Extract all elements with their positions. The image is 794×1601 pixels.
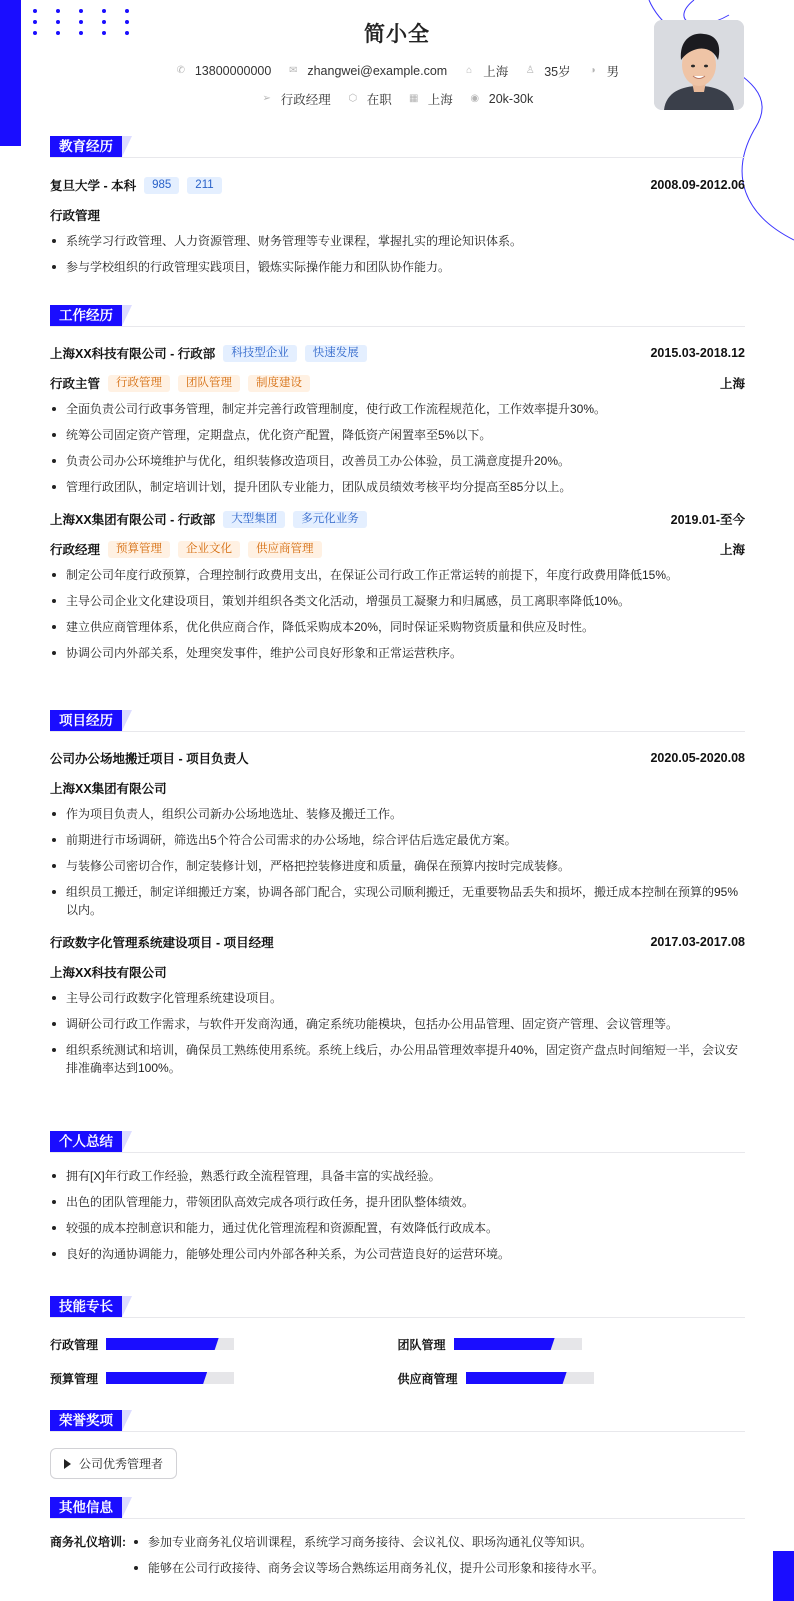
info-item <box>463 62 508 80</box>
section-header <box>50 1296 745 1318</box>
list-item: 能够在公司行政接待、商务会议等场合熟练运用商务礼仪，提升公司形象和接待水平。 <box>132 1559 604 1577</box>
send-icon: ➢ <box>262 93 271 104</box>
role-line <box>50 540 745 558</box>
age-icon: ♙ <box>525 65 535 76</box>
award-chip[interactable] <box>50 1448 177 1479</box>
list-item: 参与学校组织的行政管理实践项目，锻炼实际操作能力和团队协作能力。 <box>50 258 745 276</box>
avatar <box>654 20 744 110</box>
section-title: 工作经历 <box>50 305 122 326</box>
section-title: 其他信息 <box>50 1497 122 1518</box>
skill-bar <box>106 1338 234 1350</box>
skills-section <box>50 1296 745 1385</box>
date-range: 2019.01-至今 <box>670 513 745 527</box>
phone-icon: ✆ <box>176 65 186 76</box>
awards-section <box>50 1410 745 1479</box>
salary-icon: ◉ <box>470 93 480 104</box>
award-label: 公司优秀管理者 <box>79 1457 164 1471</box>
list-item: 参加专业商务礼仪培训课程，系统学习商务接待、会议礼仪、职场沟通礼仪等知识。 <box>132 1533 604 1551</box>
date-range: 2015.03-2018.12 <box>650 346 745 360</box>
skill-item <box>398 1371 746 1385</box>
skill-bar-fill <box>106 1338 219 1350</box>
list-item: 协调公司内外部关系，处理突发事件，维护公司良好形象和正常运营秩序。 <box>50 644 745 662</box>
section-header <box>50 1410 745 1432</box>
education-section <box>50 136 745 284</box>
decor-dot <box>102 9 106 13</box>
skill-item <box>398 1337 746 1351</box>
city: 上海 <box>719 377 745 391</box>
date-range: 2017.03-2017.08 <box>650 935 745 949</box>
mail-icon: ✉ <box>289 65 298 76</box>
list-item: 出色的团队管理能力，带领团队高效完成各项行政任务，提升团队整体绩效。 <box>50 1193 745 1211</box>
role-line <box>50 374 745 392</box>
list-item: 主导公司行政数字化管理系统建设项目。 <box>50 989 745 1007</box>
company-name: 上海XX科技有限公司 - 行政部 <box>50 347 216 361</box>
gender-icon: ◑ <box>589 65 596 76</box>
skill-bar-fill <box>466 1372 567 1384</box>
skill-label: 团队管理 <box>397 1337 446 1352</box>
other-bullets <box>132 1533 604 1585</box>
decor-dot <box>125 9 129 13</box>
list-item: 良好的沟通协调能力，能够处理公司内外部各种关系，为公司营造良好的运营环境。 <box>50 1245 745 1263</box>
skill-label: 预算管理 <box>50 1371 99 1386</box>
info-item <box>469 92 533 106</box>
role: 行政主管 <box>50 377 101 391</box>
list-item: 负责公司办公环境维护与优化，组织装修改造项目，改善员工办公体验，员工满意度提升20%。 <box>50 452 745 470</box>
info-text: 13800000000 <box>194 64 272 78</box>
project-bullets <box>50 805 745 919</box>
list-item: 全面负责公司行政事务管理，制定并完善行政管理制度，使行政工作流程规范化，工作效率提升30%。 <box>50 400 745 418</box>
info-text: 上海 <box>427 93 453 107</box>
play-triangle-icon <box>64 1459 71 1469</box>
info-item <box>524 62 570 80</box>
tag: 预算管理 <box>108 541 170 558</box>
tag: 快速发展 <box>305 345 367 362</box>
major: 行政管理 <box>50 209 101 223</box>
list-item: 与装修公司密切合作，制定装修计划，严格把控装修进度和质量，确保在预算内按时完成装修。 <box>50 857 745 875</box>
section-title: 荣誉奖项 <box>50 1410 122 1431</box>
section-title: 技能专长 <box>50 1296 122 1317</box>
info-text: 男 <box>606 65 620 79</box>
list-item: 作为项目负责人，组织公司新办公场地选址、装修及搬迁工作。 <box>50 805 745 823</box>
decor-dot <box>56 9 60 13</box>
info-item <box>347 90 392 108</box>
other-section <box>50 1497 745 1585</box>
education-entry-head <box>50 176 745 194</box>
home-icon: ⌂ <box>466 65 473 76</box>
tag: 制度建设 <box>248 375 310 392</box>
project-name: 行政数字化管理系统建设项目 - 项目经理 <box>50 936 274 950</box>
work-bullets <box>50 566 745 662</box>
company-name: 上海XX集团有限公司 - 行政部 <box>50 513 216 527</box>
tag: 团队管理 <box>178 375 240 392</box>
list-item: 拥有[X]年行政工作经验，熟悉行政全流程管理，具备丰富的实战经验。 <box>50 1167 745 1185</box>
project-company: 上海XX科技有限公司 <box>50 966 167 980</box>
section-title: 个人总结 <box>50 1131 122 1152</box>
skill-item <box>50 1337 398 1351</box>
work-bullets <box>50 400 745 496</box>
info-item <box>587 62 620 80</box>
info-text: 行政经理 <box>280 93 331 107</box>
info-text: 在职 <box>366 93 392 107</box>
projects-section <box>50 710 745 1085</box>
tag: 211 <box>187 177 221 194</box>
info-item <box>261 90 331 108</box>
other-info <box>50 1533 745 1585</box>
info-item <box>287 64 447 78</box>
skill-bar <box>454 1338 582 1350</box>
work-entry-head <box>50 344 745 362</box>
skills-grid <box>50 1337 745 1385</box>
list-item: 前期进行市场调研，筛选出5个符合公司需求的办公场地，综合评估后选定最优方案。 <box>50 831 745 849</box>
role: 行政经理 <box>50 543 101 557</box>
list-item: 主导公司企业文化建设项目，策划并组织各类文化活动，增强员工凝聚力和归属感，员工离职率降低10%。 <box>50 592 745 610</box>
project-entry-head <box>50 933 745 951</box>
section-title: 项目经历 <box>50 710 122 731</box>
education-bullets <box>50 232 745 276</box>
skill-label: 供应商管理 <box>397 1371 458 1386</box>
info-item <box>408 90 453 108</box>
tag: 科技型企业 <box>223 345 297 362</box>
project-entry-head <box>50 749 745 767</box>
summary-bullets <box>50 1167 745 1263</box>
section-header <box>50 1131 745 1153</box>
section-header <box>50 136 745 158</box>
decor-right-bar <box>773 1551 794 1601</box>
list-item: 建立供应商管理体系，优化供应商合作，降低采购成本20%，同时保证采购物资质量和供应及时性。 <box>50 618 745 636</box>
summary-section <box>50 1131 745 1271</box>
decor-dot <box>33 9 37 13</box>
decor-dot <box>79 9 83 13</box>
list-item: 组织系统测试和培训，确保员工熟练使用系统。系统上线后，办公用品管理效率提升40%，固定资产盘点时间缩短一半，会议安排准确率达到100%。 <box>50 1041 745 1077</box>
skill-bar <box>466 1372 594 1384</box>
school-name: 复旦大学 - 本科 <box>50 179 137 193</box>
section-header <box>50 1497 745 1519</box>
skill-bar-fill <box>106 1372 207 1384</box>
skill-bar-fill <box>454 1338 555 1350</box>
list-item: 系统学习行政管理、人力资源管理、财务管理等专业课程，掌握扎实的理论知识体系。 <box>50 232 745 250</box>
info-text: 35岁 <box>544 65 571 79</box>
list-item: 调研公司行政工作需求，与软件开发商沟通，确定系统功能模块，包括办公用品管理、固定资产管理、会议管理等。 <box>50 1015 745 1033</box>
skill-item <box>50 1371 398 1385</box>
tag: 大型集团 <box>223 511 285 528</box>
tag: 行政管理 <box>108 375 170 392</box>
building-icon: ▦ <box>409 93 419 104</box>
list-item: 组织员工搬迁，制定详细搬迁方案，协调各部门配合，实现公司顺利搬迁，无重要物品丢失和损坏，搬迁成本控制在预算的95%以内。 <box>50 883 745 919</box>
info-item <box>175 64 271 78</box>
project-company: 上海XX集团有限公司 <box>50 782 167 796</box>
tag: 985 <box>144 177 179 194</box>
section-header <box>50 710 745 732</box>
info-text: zhangwei@example.com <box>307 64 448 78</box>
work-section <box>50 305 745 670</box>
avatar-photo <box>654 20 744 110</box>
candidate-name: 简小全 <box>364 23 430 46</box>
section-header <box>50 305 745 327</box>
tag: 企业文化 <box>178 541 240 558</box>
city: 上海 <box>719 543 745 557</box>
list-item: 较强的成本控制意识和能力，通过优化管理流程和资源配置，有效降低行政成本。 <box>50 1219 745 1237</box>
list-item: 制定公司年度行政预算，合理控制行政费用支出，在保证公司行政工作正常运转的前提下，年度行政费用降低15%。 <box>50 566 745 584</box>
date-range: 2008.09-2012.06 <box>650 178 745 192</box>
work-entry-head <box>50 510 745 528</box>
project-bullets <box>50 989 745 1077</box>
date-range: 2020.05-2020.08 <box>650 751 745 765</box>
project-name: 公司办公场地搬迁项目 - 项目负责人 <box>50 752 249 766</box>
status-icon: ⬡ <box>348 93 358 104</box>
section-title: 教育经历 <box>50 136 122 157</box>
tag: 供应商管理 <box>248 541 322 558</box>
skill-label: 行政管理 <box>50 1337 99 1352</box>
other-label: 商务礼仪培训: <box>50 1535 126 1549</box>
tag: 多元化业务 <box>293 511 367 528</box>
info-text: 20k-30k <box>488 92 534 106</box>
info-text: 上海 <box>483 65 509 79</box>
list-item: 统筹公司固定资产管理，定期盘点，优化资产配置，降低资产闲置率至5%以下。 <box>50 426 745 444</box>
list-item: 管理行政团队，制定培训计划，提升团队专业能力，团队成员绩效考核平均分提高至85分以上。 <box>50 478 745 496</box>
skill-bar <box>106 1372 234 1384</box>
